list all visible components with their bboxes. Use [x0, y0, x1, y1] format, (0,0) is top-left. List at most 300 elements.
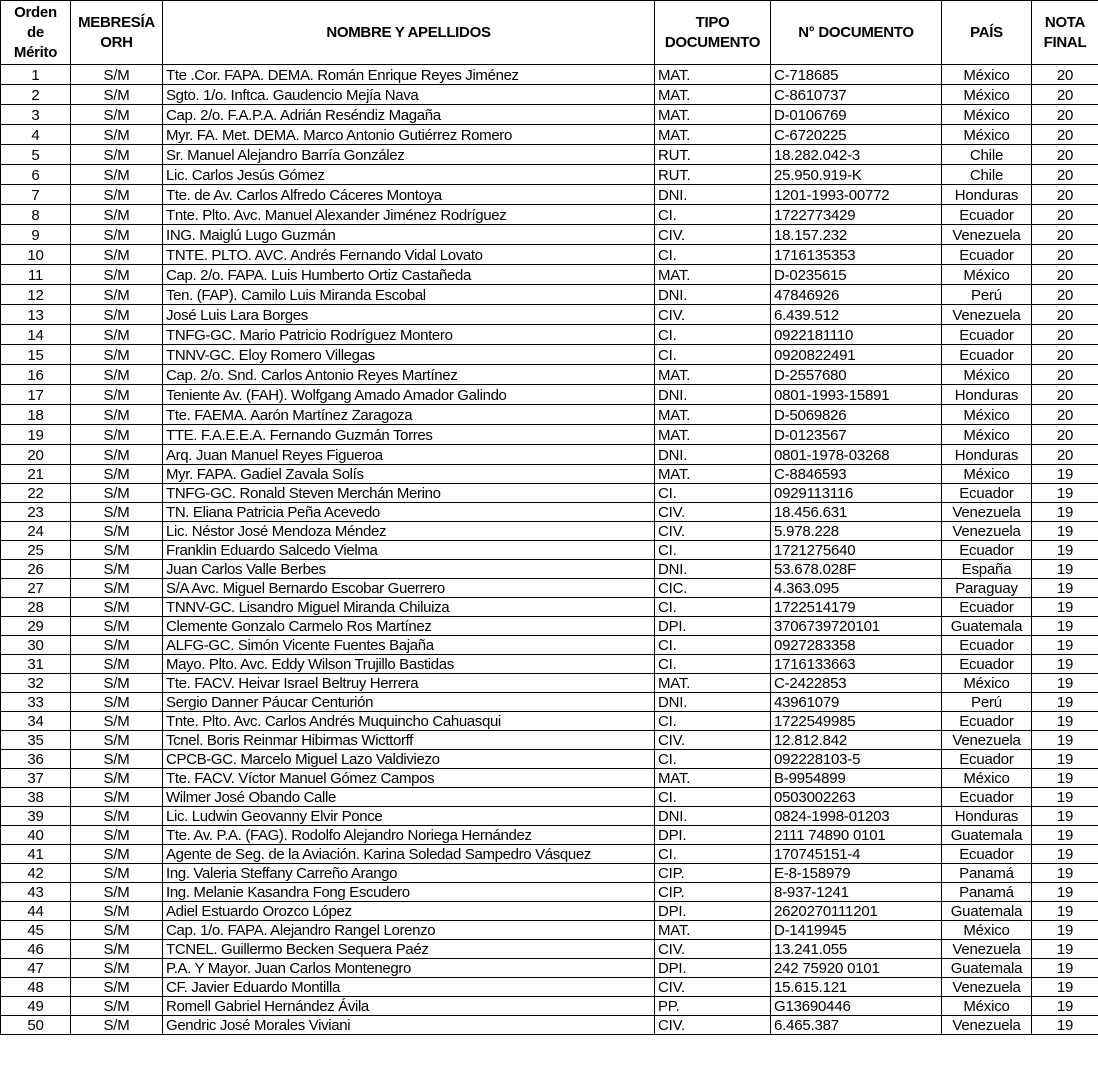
cell-nombre: TNFG-GC. Mario Patricio Rodríguez Montero: [163, 325, 655, 345]
cell-numero-documento: 1722773429: [771, 205, 942, 225]
cell-pais: Venezuela: [942, 503, 1032, 522]
cell-membresia: S/M: [71, 541, 163, 560]
cell-tipo-documento: MAT.: [655, 425, 771, 445]
cell-pais: Paraguay: [942, 579, 1032, 598]
cell-pais: México: [942, 769, 1032, 788]
cell-nota: 19: [1032, 978, 1098, 997]
cell-nombre: Arq. Juan Manuel Reyes Figueroa: [163, 445, 655, 465]
table-row: [1, 788, 1098, 807]
cell-nombre: José Luis Lara Borges: [163, 305, 655, 325]
cell-nota: 19: [1032, 541, 1098, 560]
cell-tipo-documento: DNI.: [655, 693, 771, 712]
cell-nota: 19: [1032, 883, 1098, 902]
cell-pais: Venezuela: [942, 978, 1032, 997]
cell-nota: 19: [1032, 1016, 1098, 1035]
cell-nombre: TNFG-GC. Ronald Steven Merchán Merino: [163, 484, 655, 503]
cell-nombre: Tte. FACV. Víctor Manuel Gómez Campos: [163, 769, 655, 788]
cell-nota: 19: [1032, 560, 1098, 579]
cell-nota: 20: [1032, 85, 1098, 105]
cell-nota: 19: [1032, 940, 1098, 959]
cell-numero-documento: 1722549985: [771, 712, 942, 731]
cell-orden: 33: [1, 693, 71, 712]
cell-pais: México: [942, 465, 1032, 484]
table-row: [1, 105, 1098, 125]
cell-pais: México: [942, 85, 1032, 105]
table-body: [1, 65, 1098, 1035]
cell-nombre: Sergio Danner Páucar Centurión: [163, 693, 655, 712]
cell-pais: Venezuela: [942, 522, 1032, 541]
cell-tipo-documento: CIV.: [655, 225, 771, 245]
cell-nota: 20: [1032, 445, 1098, 465]
cell-tipo-documento: RUT.: [655, 145, 771, 165]
cell-tipo-documento: CIV.: [655, 978, 771, 997]
cell-nombre: Myr. FAPA. Gadiel Zavala Solís: [163, 465, 655, 484]
cell-nota: 20: [1032, 65, 1098, 85]
cell-orden: 23: [1, 503, 71, 522]
cell-membresia: S/M: [71, 560, 163, 579]
cell-tipo-documento: CI.: [655, 345, 771, 365]
cell-orden: 41: [1, 845, 71, 864]
table-row: [1, 1016, 1098, 1035]
table-row: [1, 365, 1098, 385]
cell-pais: México: [942, 105, 1032, 125]
cell-nombre: Wilmer José Obando Calle: [163, 788, 655, 807]
cell-tipo-documento: PP.: [655, 997, 771, 1016]
cell-numero-documento: 092228103-5: [771, 750, 942, 769]
cell-orden: 47: [1, 959, 71, 978]
cell-numero-documento: 0922181110: [771, 325, 942, 345]
cell-nota: 19: [1032, 807, 1098, 826]
cell-tipo-documento: CIV.: [655, 1016, 771, 1035]
cell-nota: 20: [1032, 245, 1098, 265]
cell-membresia: S/M: [71, 385, 163, 405]
cell-membresia: S/M: [71, 445, 163, 465]
header-nombre-apellidos: NOMBRE Y APELLIDOS: [163, 1, 655, 65]
table-row: [1, 305, 1098, 325]
cell-nombre: TNNV-GC. Eloy Romero Villegas: [163, 345, 655, 365]
cell-numero-documento: C-8846593: [771, 465, 942, 484]
cell-tipo-documento: MAT.: [655, 365, 771, 385]
cell-numero-documento: 0801-1978-03268: [771, 445, 942, 465]
cell-membresia: S/M: [71, 883, 163, 902]
table-row: [1, 522, 1098, 541]
cell-membresia: S/M: [71, 845, 163, 864]
cell-numero-documento: 1201-1993-00772: [771, 185, 942, 205]
cell-orden: 15: [1, 345, 71, 365]
cell-membresia: S/M: [71, 997, 163, 1016]
cell-pais: México: [942, 674, 1032, 693]
cell-nota: 20: [1032, 105, 1098, 125]
table-row: [1, 598, 1098, 617]
cell-orden: 2: [1, 85, 71, 105]
table-row: [1, 405, 1098, 425]
cell-tipo-documento: CI.: [655, 845, 771, 864]
cell-pais: México: [942, 125, 1032, 145]
cell-membresia: S/M: [71, 788, 163, 807]
cell-nota: 20: [1032, 185, 1098, 205]
table-row: [1, 769, 1098, 788]
cell-pais: Honduras: [942, 445, 1032, 465]
cell-nota: 20: [1032, 365, 1098, 385]
cell-nombre: CPCB-GC. Marcelo Miguel Lazo Valdiviezo: [163, 750, 655, 769]
cell-nombre: Lic. Ludwin Geovanny Elvir Ponce: [163, 807, 655, 826]
cell-membresia: S/M: [71, 265, 163, 285]
table-row: [1, 940, 1098, 959]
table-row: [1, 465, 1098, 484]
cell-tipo-documento: MAT.: [655, 105, 771, 125]
header-tipo-documento: TIPO DOCUMENTO: [655, 1, 771, 65]
cell-numero-documento: 1722514179: [771, 598, 942, 617]
cell-tipo-documento: CIV.: [655, 503, 771, 522]
cell-orden: 12: [1, 285, 71, 305]
table-row: [1, 503, 1098, 522]
cell-membresia: S/M: [71, 731, 163, 750]
cell-numero-documento: 6.439.512: [771, 305, 942, 325]
cell-numero-documento: 12.812.842: [771, 731, 942, 750]
cell-nombre: Tte. de Av. Carlos Alfredo Cáceres Montoya: [163, 185, 655, 205]
cell-numero-documento: 18.282.042-3: [771, 145, 942, 165]
table-row: [1, 560, 1098, 579]
cell-membresia: S/M: [71, 693, 163, 712]
cell-nota: 19: [1032, 826, 1098, 845]
cell-pais: España: [942, 560, 1032, 579]
cell-orden: 43: [1, 883, 71, 902]
table-row: [1, 65, 1098, 85]
cell-membresia: S/M: [71, 712, 163, 731]
cell-orden: 29: [1, 617, 71, 636]
cell-nombre: TTE. F.A.E.E.A. Fernando Guzmán Torres: [163, 425, 655, 445]
cell-nombre: Cap. 2/o. F.A.P.A. Adrián Reséndiz Magaña: [163, 105, 655, 125]
cell-tipo-documento: CI.: [655, 325, 771, 345]
cell-numero-documento: 13.241.055: [771, 940, 942, 959]
table-row: [1, 902, 1098, 921]
cell-nota: 20: [1032, 265, 1098, 285]
cell-orden: 14: [1, 325, 71, 345]
cell-tipo-documento: MAT.: [655, 85, 771, 105]
table-row: [1, 826, 1098, 845]
cell-membresia: S/M: [71, 365, 163, 385]
cell-numero-documento: 18.456.631: [771, 503, 942, 522]
cell-pais: Perú: [942, 693, 1032, 712]
cell-nombre: Tte. FACV. Heivar Israel Beltruy Herrera: [163, 674, 655, 693]
cell-nombre: CF. Javier Eduardo Montilla: [163, 978, 655, 997]
cell-tipo-documento: CI.: [655, 484, 771, 503]
cell-nombre: Ten. (FAP). Camilo Luis Miranda Escobal: [163, 285, 655, 305]
table-row: [1, 921, 1098, 940]
cell-numero-documento: 2620270111201: [771, 902, 942, 921]
cell-nombre: TCNEL. Guillermo Becken Sequera Paéz: [163, 940, 655, 959]
cell-orden: 10: [1, 245, 71, 265]
cell-pais: Guatemala: [942, 959, 1032, 978]
table-row: [1, 959, 1098, 978]
cell-numero-documento: 242 75920 0101: [771, 959, 942, 978]
cell-nota: 19: [1032, 636, 1098, 655]
cell-tipo-documento: DPI.: [655, 617, 771, 636]
cell-orden: 20: [1, 445, 71, 465]
cell-orden: 7: [1, 185, 71, 205]
cell-numero-documento: 4.363.095: [771, 579, 942, 598]
cell-pais: Panamá: [942, 864, 1032, 883]
cell-tipo-documento: CIV.: [655, 305, 771, 325]
cell-pais: Ecuador: [942, 845, 1032, 864]
cell-tipo-documento: CIV.: [655, 522, 771, 541]
cell-pais: Guatemala: [942, 826, 1032, 845]
table-row: [1, 864, 1098, 883]
header-pais: PAÍS: [942, 1, 1032, 65]
cell-orden: 4: [1, 125, 71, 145]
cell-tipo-documento: RUT.: [655, 165, 771, 185]
cell-orden: 17: [1, 385, 71, 405]
cell-tipo-documento: MAT.: [655, 65, 771, 85]
cell-tipo-documento: DNI.: [655, 807, 771, 826]
cell-numero-documento: 1721275640: [771, 541, 942, 560]
cell-numero-documento: 0801-1993-15891: [771, 385, 942, 405]
cell-numero-documento: D-0106769: [771, 105, 942, 125]
cell-nombre: Tte. Av. P.A. (FAG). Rodolfo Alejandro Noriega Hernández: [163, 826, 655, 845]
cell-nota: 20: [1032, 345, 1098, 365]
cell-membresia: S/M: [71, 285, 163, 305]
cell-nombre: Lic. Néstor José Mendoza Méndez: [163, 522, 655, 541]
cell-pais: Ecuador: [942, 750, 1032, 769]
cell-numero-documento: 43961079: [771, 693, 942, 712]
cell-numero-documento: 47846926: [771, 285, 942, 305]
cell-orden: 40: [1, 826, 71, 845]
cell-nombre: Tcnel. Boris Reinmar Hibirmas Wicttorff: [163, 731, 655, 750]
cell-nombre: Clemente Gonzalo Carmelo Ros Martínez: [163, 617, 655, 636]
cell-nota: 20: [1032, 285, 1098, 305]
cell-orden: 30: [1, 636, 71, 655]
cell-pais: Panamá: [942, 883, 1032, 902]
cell-numero-documento: 0929113116: [771, 484, 942, 503]
cell-nombre: Sr. Manuel Alejandro Barría González: [163, 145, 655, 165]
cell-tipo-documento: CI.: [655, 788, 771, 807]
cell-nombre: Romell Gabriel Hernández Ávila: [163, 997, 655, 1016]
cell-orden: 42: [1, 864, 71, 883]
cell-nombre: Lic. Carlos Jesús Gómez: [163, 165, 655, 185]
cell-membresia: S/M: [71, 325, 163, 345]
cell-pais: México: [942, 921, 1032, 940]
table-row: [1, 425, 1098, 445]
cell-membresia: S/M: [71, 864, 163, 883]
cell-tipo-documento: DPI.: [655, 826, 771, 845]
cell-orden: 35: [1, 731, 71, 750]
table-header: [1, 1, 1098, 65]
cell-orden: 28: [1, 598, 71, 617]
cell-tipo-documento: DNI.: [655, 285, 771, 305]
cell-nota: 20: [1032, 125, 1098, 145]
cell-nombre: TNTE. PLTO. AVC. Andrés Fernando Vidal Lovato: [163, 245, 655, 265]
cell-numero-documento: D-0123567: [771, 425, 942, 445]
table-row: [1, 883, 1098, 902]
table-row: [1, 636, 1098, 655]
cell-tipo-documento: DNI.: [655, 445, 771, 465]
cell-tipo-documento: DPI.: [655, 902, 771, 921]
cell-pais: Guatemala: [942, 617, 1032, 636]
cell-tipo-documento: MAT.: [655, 465, 771, 484]
cell-nota: 20: [1032, 325, 1098, 345]
cell-pais: México: [942, 997, 1032, 1016]
cell-numero-documento: 1716135353: [771, 245, 942, 265]
cell-pais: México: [942, 405, 1032, 425]
cell-pais: Ecuador: [942, 205, 1032, 225]
cell-membresia: S/M: [71, 185, 163, 205]
cell-nombre: Cap. 2/o. FAPA. Luis Humberto Ortiz Castañeda: [163, 265, 655, 285]
cell-membresia: S/M: [71, 598, 163, 617]
cell-membresia: S/M: [71, 902, 163, 921]
table-row: [1, 325, 1098, 345]
cell-orden: 25: [1, 541, 71, 560]
cell-tipo-documento: DNI.: [655, 385, 771, 405]
cell-tipo-documento: CI.: [655, 541, 771, 560]
cell-nota: 20: [1032, 225, 1098, 245]
cell-orden: 26: [1, 560, 71, 579]
cell-numero-documento: E-8-158979: [771, 864, 942, 883]
cell-membresia: S/M: [71, 305, 163, 325]
cell-nota: 19: [1032, 598, 1098, 617]
cell-orden: 6: [1, 165, 71, 185]
cell-tipo-documento: MAT.: [655, 125, 771, 145]
cell-nota: 19: [1032, 921, 1098, 940]
cell-numero-documento: B-9954899: [771, 769, 942, 788]
cell-nota: 20: [1032, 205, 1098, 225]
table-row: [1, 484, 1098, 503]
cell-tipo-documento: CIP.: [655, 864, 771, 883]
cell-tipo-documento: CI.: [655, 245, 771, 265]
cell-numero-documento: C-2422853: [771, 674, 942, 693]
table-row: [1, 125, 1098, 145]
table-row: [1, 185, 1098, 205]
cell-nombre: Agente de Seg. de la Aviación. Karina Soledad Sampedro Vásquez: [163, 845, 655, 864]
cell-nota: 19: [1032, 693, 1098, 712]
cell-tipo-documento: CI.: [655, 636, 771, 655]
cell-pais: Ecuador: [942, 245, 1032, 265]
cell-membresia: S/M: [71, 617, 163, 636]
cell-numero-documento: 15.615.121: [771, 978, 942, 997]
cell-pais: Venezuela: [942, 305, 1032, 325]
cell-tipo-documento: CIP.: [655, 883, 771, 902]
cell-nombre: Franklin Eduardo Salcedo Vielma: [163, 541, 655, 560]
cell-orden: 16: [1, 365, 71, 385]
cell-pais: Venezuela: [942, 940, 1032, 959]
cell-nota: 19: [1032, 959, 1098, 978]
cell-pais: Perú: [942, 285, 1032, 305]
cell-nota: 20: [1032, 145, 1098, 165]
cell-orden: 36: [1, 750, 71, 769]
cell-nota: 19: [1032, 864, 1098, 883]
cell-numero-documento: 2111 74890 0101: [771, 826, 942, 845]
cell-orden: 21: [1, 465, 71, 484]
cell-numero-documento: D-1419945: [771, 921, 942, 940]
cell-pais: Ecuador: [942, 712, 1032, 731]
cell-numero-documento: 0824-1998-01203: [771, 807, 942, 826]
table-row: [1, 165, 1098, 185]
cell-numero-documento: 6.465.387: [771, 1016, 942, 1035]
cell-numero-documento: D-5069826: [771, 405, 942, 425]
header-membresia-orh: MEBRESÍA ORH: [71, 1, 163, 65]
cell-nombre: P.A. Y Mayor. Juan Carlos Montenegro: [163, 959, 655, 978]
header-row: [1, 1, 1098, 65]
cell-tipo-documento: CI.: [655, 750, 771, 769]
cell-membresia: S/M: [71, 940, 163, 959]
cell-nombre: Myr. FA. Met. DEMA. Marco Antonio Gutiérrez Romero: [163, 125, 655, 145]
cell-pais: Honduras: [942, 385, 1032, 405]
table-row: [1, 345, 1098, 365]
cell-pais: Venezuela: [942, 1016, 1032, 1035]
cell-nota: 19: [1032, 484, 1098, 503]
cell-pais: México: [942, 265, 1032, 285]
cell-orden: 46: [1, 940, 71, 959]
cell-orden: 3: [1, 105, 71, 125]
cell-membresia: S/M: [71, 750, 163, 769]
cell-membresia: S/M: [71, 655, 163, 674]
cell-nombre: Cap. 1/o. FAPA. Alejandro Rangel Lorenzo: [163, 921, 655, 940]
cell-nota: 19: [1032, 465, 1098, 484]
cell-tipo-documento: CI.: [655, 205, 771, 225]
cell-pais: México: [942, 425, 1032, 445]
cell-nota: 20: [1032, 385, 1098, 405]
cell-membresia: S/M: [71, 826, 163, 845]
cell-nombre: Ing. Melanie Kasandra Fong Escudero: [163, 883, 655, 902]
cell-orden: 49: [1, 997, 71, 1016]
cell-numero-documento: C-718685: [771, 65, 942, 85]
cell-tipo-documento: MAT.: [655, 405, 771, 425]
cell-orden: 24: [1, 522, 71, 541]
cell-orden: 27: [1, 579, 71, 598]
cell-pais: Chile: [942, 145, 1032, 165]
cell-membresia: S/M: [71, 145, 163, 165]
cell-orden: 19: [1, 425, 71, 445]
cell-numero-documento: D-0235615: [771, 265, 942, 285]
cell-pais: Ecuador: [942, 325, 1032, 345]
cell-pais: México: [942, 365, 1032, 385]
cell-orden: 32: [1, 674, 71, 693]
cell-tipo-documento: CI.: [655, 598, 771, 617]
cell-nota: 19: [1032, 655, 1098, 674]
cell-membresia: S/M: [71, 425, 163, 445]
cell-tipo-documento: MAT.: [655, 921, 771, 940]
cell-numero-documento: 5.978.228: [771, 522, 942, 541]
cell-numero-documento: 53.678.028F: [771, 560, 942, 579]
cell-membresia: S/M: [71, 85, 163, 105]
table-row: [1, 145, 1098, 165]
cell-pais: México: [942, 65, 1032, 85]
table-row: [1, 445, 1098, 465]
cell-membresia: S/M: [71, 636, 163, 655]
table-row: [1, 997, 1098, 1016]
table-row: [1, 285, 1098, 305]
cell-membresia: S/M: [71, 959, 163, 978]
cell-pais: Venezuela: [942, 731, 1032, 750]
cell-pais: Ecuador: [942, 788, 1032, 807]
cell-nombre: Tnte. Plto. Avc. Carlos Andrés Muquincho Cahuasqui: [163, 712, 655, 731]
cell-numero-documento: C-6720225: [771, 125, 942, 145]
cell-nombre: ING. Maiglú Lugo Guzmán: [163, 225, 655, 245]
cell-nombre: S/A Avc. Miguel Bernardo Escobar Guerrero: [163, 579, 655, 598]
cell-orden: 18: [1, 405, 71, 425]
cell-tipo-documento: DNI.: [655, 185, 771, 205]
table-row: [1, 579, 1098, 598]
cell-orden: 44: [1, 902, 71, 921]
cell-tipo-documento: CIC.: [655, 579, 771, 598]
table-row: [1, 617, 1098, 636]
cell-nota: 19: [1032, 750, 1098, 769]
cell-orden: 5: [1, 145, 71, 165]
cell-orden: 38: [1, 788, 71, 807]
cell-numero-documento: 0503002263: [771, 788, 942, 807]
table-row: [1, 265, 1098, 285]
cell-orden: 1: [1, 65, 71, 85]
cell-nombre: TNNV-GC. Lisandro Miguel Miranda Chiluiza: [163, 598, 655, 617]
